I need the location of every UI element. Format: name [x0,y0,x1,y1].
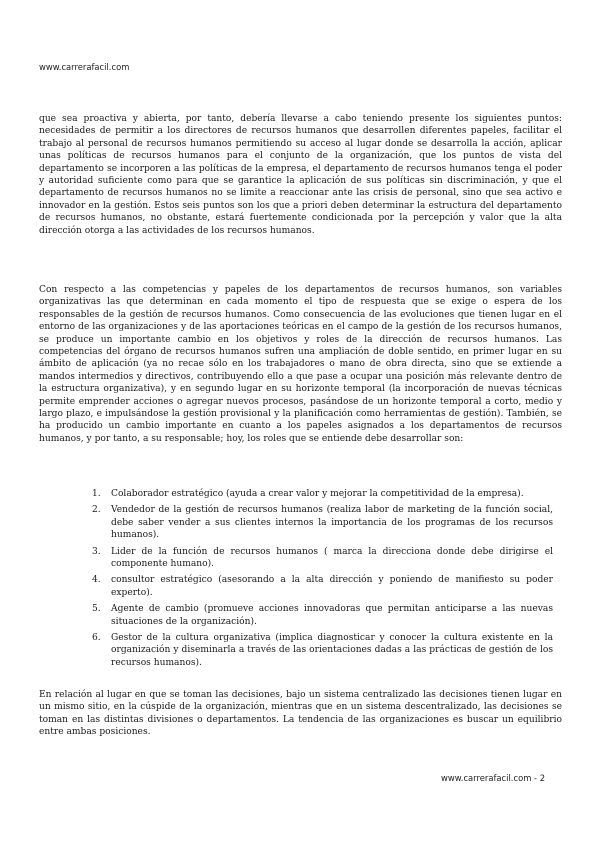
list-item [92,574,553,599]
list-item [92,504,553,541]
paragraph-2: Con respecto a las competencias y papeles de los departamentos de recursos humanos, son variables organizativas las que determinan en cada momento el tipo de respuesta que se exige o espera de los responsables de la gestión de recursos humanos. Como consecuencia de las evoluciones que tienen lugar en el entorno de las organizaciones y de las aportaciones teóricas en el campo de la gestión de los recursos humanos, se produce un importante cambio en los objetivos y roles de la dirección de recursos humanos. Las competencias del órgano de recursos humanos sufren una ampliación de doble sentido, en primer lugar en su ámbito de aplicación (ya no recae sólo en los trabajadores o mano de obra directa, sino que se extiende a mandos intermedios y directivos, contribuyendo ello a que pase a ocupar una posición más relevante dentro de la estructura organizativa), y en segundo lugar en su horizonte temporal (la incorporación de nuevas técnicas permite emprender acciones o agregar nuevos procesos, pasándose de un horizonte temporal a corto, medio y largo plazo, e impulsándose la gestión provisional y la planificación como herramientas de gestión). También, se ha producido un cambio importante en cuanto a los papeles asignados a los departamentos de recursos humanos, y por tanto, a su responsable; hoy, los roles que se entiende debe desarrollar son: [39,285,562,444]
page-number: 2 [539,773,546,783]
list-item-number: 5. [92,604,101,615]
list-item-text: Lider de la función de recursos humanos ( marca la direcciona donde debe dirigirse el componente humano). [111,546,553,570]
footer-site: www.carrerafacil.com [441,773,532,783]
paragraph-1: que sea proactiva y abierta, por tanto, debería llevarse a cabo teniendo presente los siguientes puntos: necesidades de permitir a los directores de recursos humanos que desarrollen diferentes papeles, facilitar el trabajo al personal de recursos humanos permitiendo su acceso al lugar donde se desarrolla la acción, aplicar unas políticas de recursos humanos para el conjunto de la organización, que los puntos de vista del departamento se incorporen a las políticas de la empresa, el departamento de recursos humanos tenga el poder y autoridad suficiente como para que se garantice la aplicación de sus políticas sin discriminación, y que el departamento de recursos humanos no se limite a reaccionar ante las crisis de personal, sino que sea activo e innovador en la gestión. Estos seis puntos son los que a priori deben determinar la estructura del departamento de recursos humanos, no obstante, estará fuertemente condicionada por la percepción y valor que la alta dirección otorga a las actividades de los recursos humanos. [39,114,562,236]
list-item [92,632,553,669]
page-header-site: www.carrerafacil.com [39,62,130,72]
footer-separator: - [531,773,540,783]
list-item [92,488,553,500]
list-item [92,603,553,628]
list-item-number: 4. [92,575,101,586]
paragraph-3: En relación al lugar en que se toman las decisiones, bajo un sistema centralizado las decisiones tienen lugar en un mismo sitio, en la cúspide de la organización, mientras que en un sistema descentralizado, las decisiones se toman en las distintas divisiones o departamentos. La tendencia de las organizaciones es buscar un equilibrio entre ambas posiciones. [39,690,562,738]
list-item-number: 3. [92,546,101,557]
list-item-number: 2. [92,505,101,516]
roles-list [92,488,553,673]
list-item-number: 6. [92,633,101,644]
list-item-text: consultor estratégico (asesorando a la alta dirección y poniendo de manifiesto su poder experto). [111,575,553,598]
list-item-text: Agente de cambio (promueve acciones innovadoras que permitan anticiparse a las nuevas situaciones de la organización). [111,604,553,627]
page-footer [441,773,545,783]
list-item [92,546,553,571]
list-item-number: 1. [92,489,101,499]
list-item-text: Colaborador estratégico (ayuda a crear valor y mejorar la competitividad de la empresa). [111,489,524,499]
list-item-text: Gestor de la cultura organizativa (implica diagnosticar y conocer la cultura existente en la organización y diseminarla a través de las orientaciones dadas a las prácticas de gestión de los recursos humanos). [111,633,553,668]
list-item-text: Vendedor de la gestión de recursos humanos (realiza labor de marketing de la función social, debe saber vender a sus clientes internos la importancia de los programas de los recursos humanos). [111,505,553,541]
